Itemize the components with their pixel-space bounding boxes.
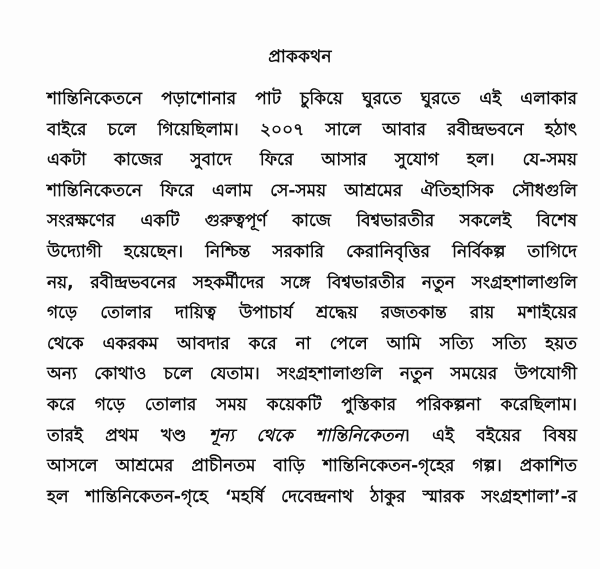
text-line-7: নয়, রবীন্দ্রভবনের সহকর্মীদের সঙ্গে বিশ্বভারতীর নতুন সংগ্রহশালাগুলি [47,272,577,293]
text-line-2: বাইরে চলে গিয়েছিলাম। ২০০৭ সালে আবার রবীন্দ্রভবনে হঠাৎ [47,119,577,140]
text-line-4: শান্তিনিকেতনে ফিরে এলাম সে-সময় আশ্রমের ঐতিহাসিক সৌধগুলি [47,180,577,201]
text-line-12 [47,421,577,452]
text-line-9: থেকে একরকম আবদার করে না পেলে আমি সত্যি সত্যি হয়ত [47,333,577,354]
text-line-8: গড়ে তোলার দায়িত্ব উপাচার্য শ্রদ্ধেয় রজতকান্ত রায় মশাইয়ের [47,303,577,324]
text-line-12-end: । এই বইয়ের বিষয় [403,425,577,446]
text-line-13: আসলে আশ্রমের প্রাচীনতম বাড়ি শান্তিনিকেতন-গৃহের গল্প। প্রকাশিত [47,456,577,477]
text-line-6: উদ্যোগী হয়েছেন। নিশ্চিন্ত সরকারি কেরানিবৃত্তির নির্বিকল্প তাগিদে [47,241,577,262]
text-line-5: সংরক্ষণের একটি গুরুত্বপূর্ণ কাজে বিশ্বভারতীর সকলেই বিশেষ [47,211,577,232]
text-line-10: অন্য কোথাও চলে যেতাম। সংগ্রহশালাগুলি নতুন সময়ের উপযোগী [47,364,577,385]
text-line-3: একটা কাজের সুবাদে ফিরে আসার সুযোগ হল। যে-সময় [47,150,577,171]
book-title-italic: শূন্য থেকে শান্তিনিকেতন [208,425,404,446]
text-line-12-start: তারই প্রথম খণ্ড [47,425,187,446]
text-line-11: করে গড়ে তোলার সময় কয়েকটি পুস্তিকার পরিকল্পনা করেছিলাম। [47,394,577,415]
page-title: প্রাককথন [268,47,332,67]
body-paragraph [47,84,577,512]
text-line-1: শান্তিনিকেতনে পড়াশোনার পাট চুকিয়ে ঘুরতে ঘুরতে এই এলাকার [47,89,577,109]
text-line-14: হল শান্তিনিকেতন-গৃহে ‘মহর্ষি দেবেন্দ্রনাথ ঠাকুর স্মারক সংগ্রহশালা’-র [47,486,577,507]
